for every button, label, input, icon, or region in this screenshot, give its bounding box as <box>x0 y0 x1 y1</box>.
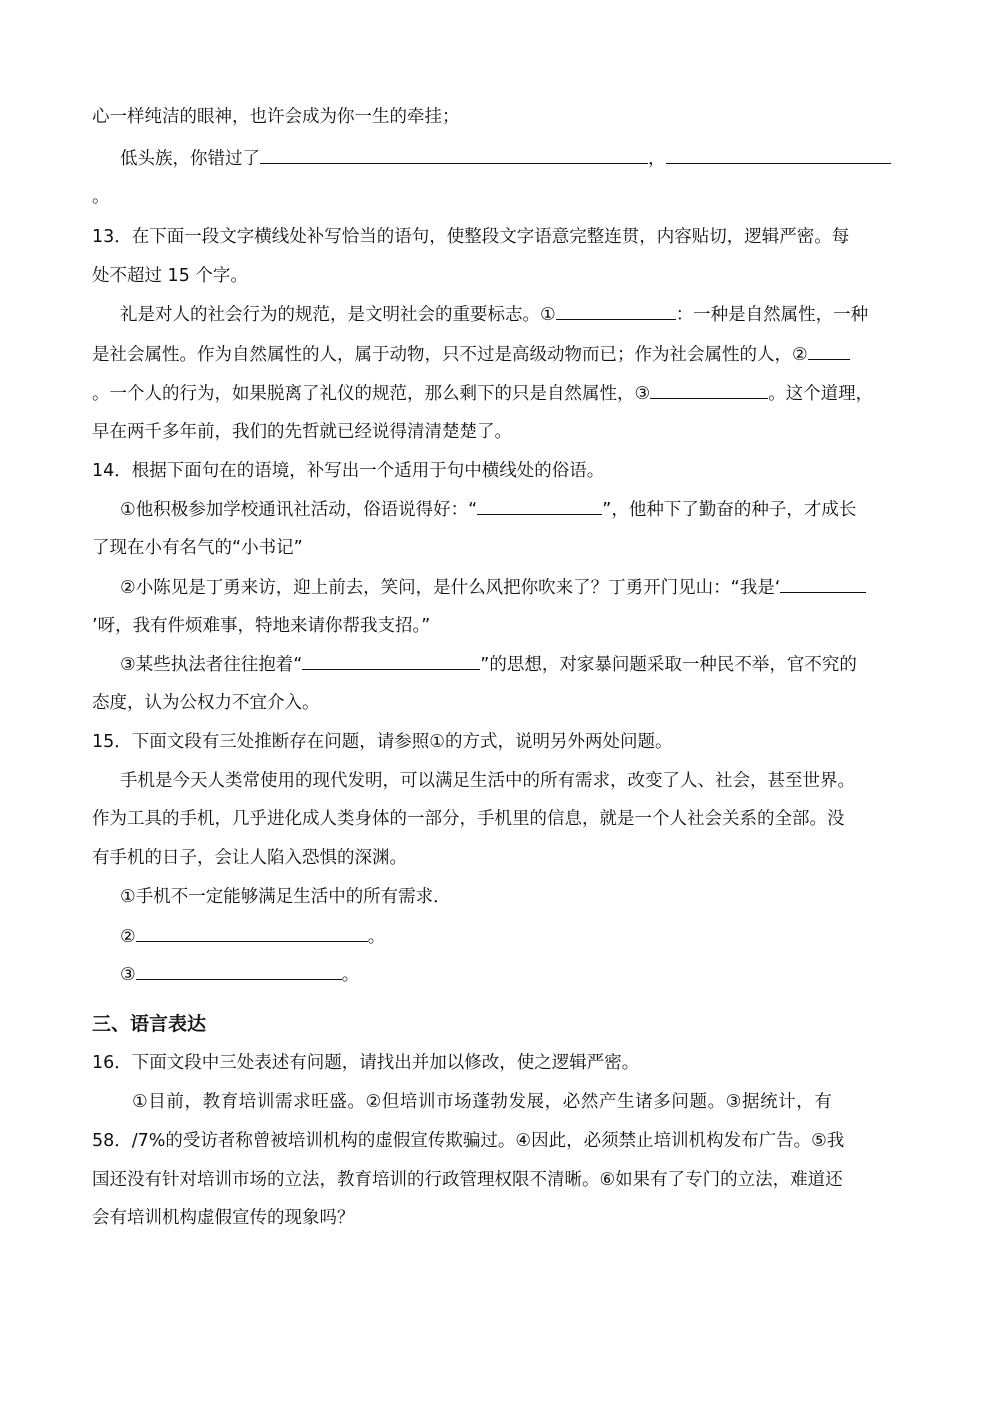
question-15-prompt <box>92 729 917 755</box>
answer-blank[interactable] <box>136 923 368 942</box>
answer-blank[interactable] <box>780 574 866 593</box>
question-text: 15．下面文段有三处推断存在问题，请参照①的方式，说明另外两处问题。 <box>92 732 673 752</box>
passage-line <box>132 1089 917 1115</box>
sentence-line <box>92 613 917 639</box>
question-16-prompt <box>92 1050 917 1076</box>
question-text: 16．下面文段中三处表述有问题，请找出并加以修改，使之逻辑严密。 <box>92 1053 640 1073</box>
answer-blank[interactable] <box>260 145 648 164</box>
question-14-prompt <box>92 458 917 484</box>
answer-blank[interactable] <box>650 380 768 399</box>
passage-text: 58．/7%的受访者称曾被培训机构的虚假宣传欺骗过。④因此，必须禁止培训机构发布广告。⑤我 <box>92 1131 845 1151</box>
answer-blank[interactable] <box>666 145 891 164</box>
passage-line <box>120 301 917 328</box>
passage-line <box>92 1128 917 1154</box>
passage-text: 会有培训机构虚假宣传的现象吗？ <box>92 1208 355 1228</box>
sentence-text: ①他积极参加学校通讯社活动，俗语说得好：“ <box>120 500 478 520</box>
passage-line <box>92 1205 917 1231</box>
passage-text: 作为工具的手机，几乎进化成人类身体的一部分，手机里的信息，就是一个人社会关系的全部。没 <box>92 809 845 829</box>
punctuation: ， <box>648 149 666 169</box>
section-title: 三、语言表达 <box>92 1013 207 1035</box>
answer-line <box>120 923 917 950</box>
question-13-prompt-cont <box>92 263 917 289</box>
passage-line <box>120 768 917 794</box>
sentence-text: 态度，认为公权力不宜介入。 <box>92 693 320 713</box>
sentence-line <box>120 651 917 678</box>
answer-blank[interactable] <box>302 651 480 670</box>
answer-line <box>120 884 917 910</box>
answer-label: ② <box>120 927 136 947</box>
answer-blank[interactable] <box>136 961 342 980</box>
passage-line <box>92 419 917 445</box>
passage-text: 。这个道理， <box>768 384 874 404</box>
passage-line <box>92 380 917 407</box>
answer-blank[interactable] <box>556 301 676 320</box>
passage-line <box>92 806 917 832</box>
sentence-text: ”，他种下了勤奋的种子，才成长 <box>602 500 857 520</box>
answer-text: ①手机不一定能够满足生活中的所有需求． <box>120 887 451 907</box>
answer-line <box>120 961 917 988</box>
sentence-line <box>92 535 917 561</box>
question-text: 处不超过 15 个字。 <box>92 266 248 286</box>
sentence-line <box>120 574 917 601</box>
question-13-prompt <box>92 224 917 250</box>
passage-text: 礼是对人的社会行为的规范，是文明社会的重要标志。① <box>120 305 556 325</box>
sentence-text: ③某些执法者往往抱着“ <box>120 655 303 675</box>
passage-text: 手机是今天人类常使用的现代发明，可以满足生活中的所有需求，改变了人、社会，甚至世界。 <box>120 771 855 791</box>
sentence-text: ’呀，我有件烦难事，特地来请你帮我支招。” <box>92 616 431 636</box>
passage-text: 是社会属性。作为自然属性的人，属于动物，只不过是高级动物而已；作为社会属性的人，② <box>92 345 808 365</box>
passage-line <box>92 845 917 871</box>
punctuation: 。 <box>341 965 360 985</box>
punctuation: 。 <box>367 927 386 947</box>
sentence-text: 了现在小有名气的“小书记” <box>92 538 303 558</box>
passage-text: 国还没有针对培训市场的立法，教育培训的行政管理权限不清晰。⑥如果有了专门的立法，难道还 <box>92 1170 843 1190</box>
answer-blank[interactable] <box>477 496 602 515</box>
text-line <box>92 184 917 210</box>
answer-blank[interactable] <box>808 341 850 360</box>
sentence-line <box>92 690 917 716</box>
answer-label: ③ <box>120 965 136 985</box>
text-line <box>92 104 917 130</box>
text-line <box>120 145 917 172</box>
question-text: 13．在下面一段文字横线处补写恰当的语句，使整段文字语意完整连贯，内容贴切，逻辑严密。每 <box>92 227 850 247</box>
sentence-text: ②小陈见是丁勇来访，迎上前去，笑问，是什么风把你吹来了？丁勇开门见山：“我是‘ <box>120 578 781 598</box>
passage-line <box>92 1167 917 1193</box>
sentence-text: ”的思想，对家暴问题采取一种民不举，官不究的 <box>480 655 857 675</box>
question-text: 14．根据下面句在的语境，补写出一个适用于句中横线处的俗语。 <box>92 461 605 481</box>
fragment-text: 心一样纯洁的眼神，也许会成为你一生的牵挂； <box>92 107 460 127</box>
fragment-text: 低头族，你错过了 <box>120 149 260 169</box>
passage-line <box>92 341 917 368</box>
passage-text: 。一个人的行为，如果脱离了礼仪的规范，那么剩下的只是自然属性，③ <box>92 384 651 404</box>
passage-text: 早在两千多年前，我们的先哲就已经说得清清楚楚了。 <box>92 422 512 442</box>
sentence-line <box>120 496 917 523</box>
passage-text: 有手机的日子，会让人陷入恐惧的深渊。 <box>92 848 407 868</box>
passage-text: ①目前，教育培训需求旺盛。②但培训市场蓬勃发展，必然产生诸多问题。③据统计，有 <box>132 1092 833 1112</box>
passage-text: ：一种是自然属性，一种 <box>675 305 869 325</box>
section-heading <box>92 1011 917 1037</box>
punctuation: 。 <box>92 187 110 207</box>
